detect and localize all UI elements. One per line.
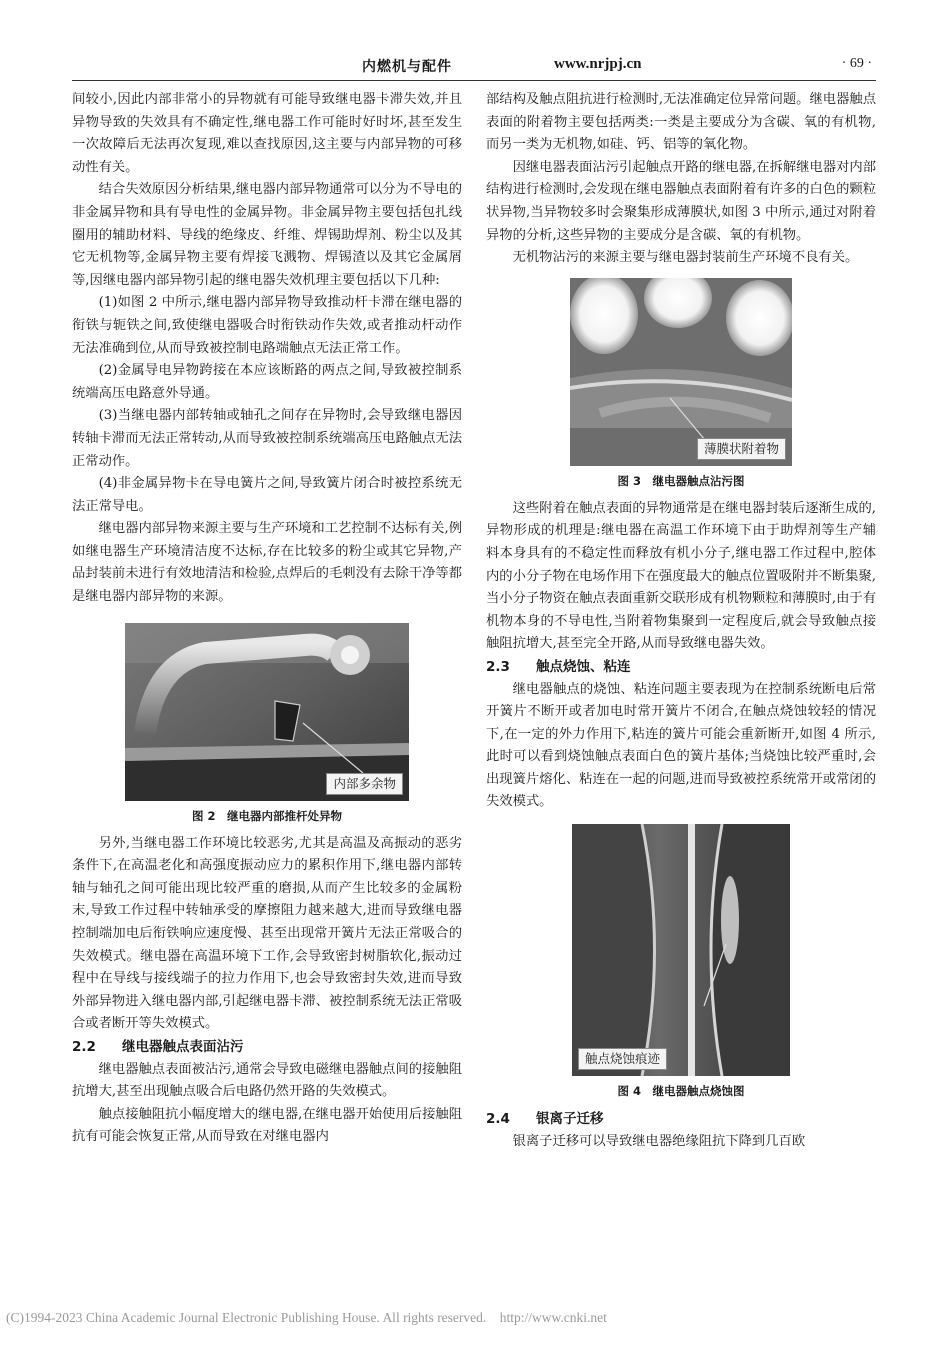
figure-2-caption: 图 2 继电器内部推杆处异物 xyxy=(191,808,342,823)
paragraph: 无机物沾污的来源主要与继电器封装前生产环境不良有关。 xyxy=(512,250,859,266)
paragraph: 继电器触点表面被沾污,通常会导致电磁继电器触点间的接触阻抗增大,甚至出现触点吸合后电路仍然开路的失效模式。 xyxy=(72,1061,462,1100)
figure-4-label: 触点烧蚀痕迹 xyxy=(578,1048,667,1070)
section-number: 2.2 xyxy=(72,1039,96,1055)
figure-3-caption: 图 3 继电器触点沾污图 xyxy=(617,473,745,488)
paragraph: (4)非金属异物卡在导电簧片之间,导致簧片闭合时被控系统无法正常导电。 xyxy=(72,476,462,514)
paragraph: 触点接触阻抗小幅度增大的继电器,在继电器开始使用后接触阻抗有可能会恢复正常,从而导致在对继电器内 xyxy=(72,1106,462,1145)
left-column xyxy=(72,89,462,1149)
paragraph: 这些附着在触点表面的异物通常是在继电器封装后逐渐生成的,异物形成的机理是:继电器在高温工作环境下由于助焊剂等生产辅料本身具有的不稳定性而释放有机小分子,继电器工作过程中,腔体内的小分子物在电场作用下在强度最大的触点位置吸附并不断集聚,当小分子物资在触点表面重新交联形成有机物颗粒和薄膜时,由于有机物本身的不导电性,当附着物集聚到一定程度后,就会导致触点接触阻抗增大,甚至完全开路,从而导致继电器失效。 xyxy=(486,500,876,652)
paragraph: 另外,当继电器工作环境比较恶劣,尤其是高温及高振动的恶劣条件下,在高温老化和高强度振动应力的累积作用下,继电器内部转轴与轴孔之间可能出现比较严重的磨损,从而产生比较多的金属粉末,导致工作过程中转轴承受的摩擦阻力越来越大,进而导致继电器控制端加电后衔铁响应速度慢、甚至出现常开簧片无法正常吸合的失效模式。继电器在高温环境下工作,会导致密封树脂软化,振动过程中在导线与接线端子的拉力作用下,也会导致密封失效,进而导致外部异物进入继电器内部,引起继电器卡滞、被控制系统无法正常吸合或者断开等失效模式。 xyxy=(72,835,462,1032)
section-number: 2.3 xyxy=(486,658,510,675)
page-number: · 69 · xyxy=(841,56,872,71)
journal-url[interactable]: www.nrjpj.cn xyxy=(554,56,642,72)
figure-2-image xyxy=(125,623,409,801)
paragraph: (1)如图 2 中所示,继电器内部异物导致推动杆卡滞在继电器的衔铁与轭铁之间,致使继电器吸合时衔铁动作失效,或者推动杆动作无法准确到位,从而导致被控制电路端触点无法正常工作。 xyxy=(72,295,462,356)
paragraph: (2)金属导电异物跨接在本应该断路的两点之间,导致被控制系统端高压电路意外导通。 xyxy=(72,363,462,401)
paragraph: 因继电器表面沾污引起触点开路的继电器,在拆解继电器对内部结构进行检测时,会发现在继电器触点表面附着有许多的白色的颗粒状异物,当异物较多时会聚集形成薄膜状,如图 3 中所示,通过对附着异物的分析,这些异物的主要成分是含碳、氧的有机物。 xyxy=(486,159,876,243)
section-heading-2-2 xyxy=(72,1036,462,1059)
section-title: 继电器触点表面沾污 xyxy=(122,1039,244,1055)
paragraph: 继电器内部异物来源主要与生产环境和工艺控制不达标有关,例如继电器生产环境清洁度不达标,存在比较多的粉尘或其它异物,产品封装前未进行有效地清洁和检验,点焊后的毛刺没有去除干净等都是继电器内部异物的来源。 xyxy=(72,521,462,605)
copyright-footer: (C)1994-2023 China Academic Journal Electronic Publishing House. All rights reserved. http://www.cnki.net xyxy=(6,1310,607,1325)
figure-4-caption: 图 4 继电器触点烧蚀图 xyxy=(617,1084,745,1099)
paragraph: (3)当继电器内部转轴或轴孔之间存在异物时,会导致继电器因转轴卡滞而无法正常转动,从而导致被控制系统端高压电路触点无法正常动作。 xyxy=(72,408,462,469)
page-header xyxy=(72,52,876,81)
right-column xyxy=(486,89,876,1153)
section-title: 银离子迁移 xyxy=(536,1111,604,1128)
figure-2-label: 内部多余物 xyxy=(326,773,403,795)
figure-3-image xyxy=(570,278,792,466)
figure-4-image xyxy=(572,824,790,1076)
section-heading-2-3 xyxy=(486,656,876,679)
paragraph: 间较小,因此内部非常小的异物就有可能导致继电器卡滞失效,并且异物导致的失效具有不确定性,继电器工作可能时好时坏,甚至发生一次故障后无法再次复现,难以查找原因,这主要与内部异物的可移动性有关。 xyxy=(72,92,462,175)
paragraph: 银离子迁移可以导致继电器绝缘阻抗下降到几百欧 xyxy=(512,1133,806,1149)
section-heading-2-4 xyxy=(486,1108,876,1131)
paragraph: 继电器触点的烧蚀、粘连问题主要表现为在控制系统断电后常开簧片不断开或者加电时常开簧片不闭合,在触点烧蚀较轻的情况下,在一定的外力作用下,粘连的簧片可能会重新断开,如图 4 所示,此时可以看到烧蚀触点表面白色的簧片基体;当烧蚀比较严重时,会出现簧片熔化、粘连在一起的问题,进而导致被控系统常开或常闭的失效模式。 xyxy=(486,681,876,810)
section-title: 触点烧蚀、粘连 xyxy=(536,658,631,675)
paragraph: 结合失效原因分析结果,继电器内部异物通常可以分为不导电的非金属异物和具有导电性的金属异物。非金属异物主要包括包扎线圈用的辅助材料、导线的绝缘皮、纤维、焊锡助焊剂、粉尘以及其它无机物等,金属异物主要有焊接飞溅物、焊锡渣以及其它金属屑等,因继电器内部异物引起的继电器失效机理主要包括以下几种: xyxy=(72,182,462,288)
journal-name: 内燃机与配件 xyxy=(362,59,452,75)
section-number: 2.4 xyxy=(486,1111,510,1128)
figure-3-label: 薄膜状附着物 xyxy=(697,438,786,460)
relay-contact-erosion-photo xyxy=(572,824,790,1076)
paragraph: 部结构及触点阻抗进行检测时,无法准确定位异常问题。继电器触点表面的附着物主要包括两类:一类是主要成分为含碳、氧的有机物,而另一类为无机物,如硅、钙、铝等的氧化物。 xyxy=(486,92,876,153)
